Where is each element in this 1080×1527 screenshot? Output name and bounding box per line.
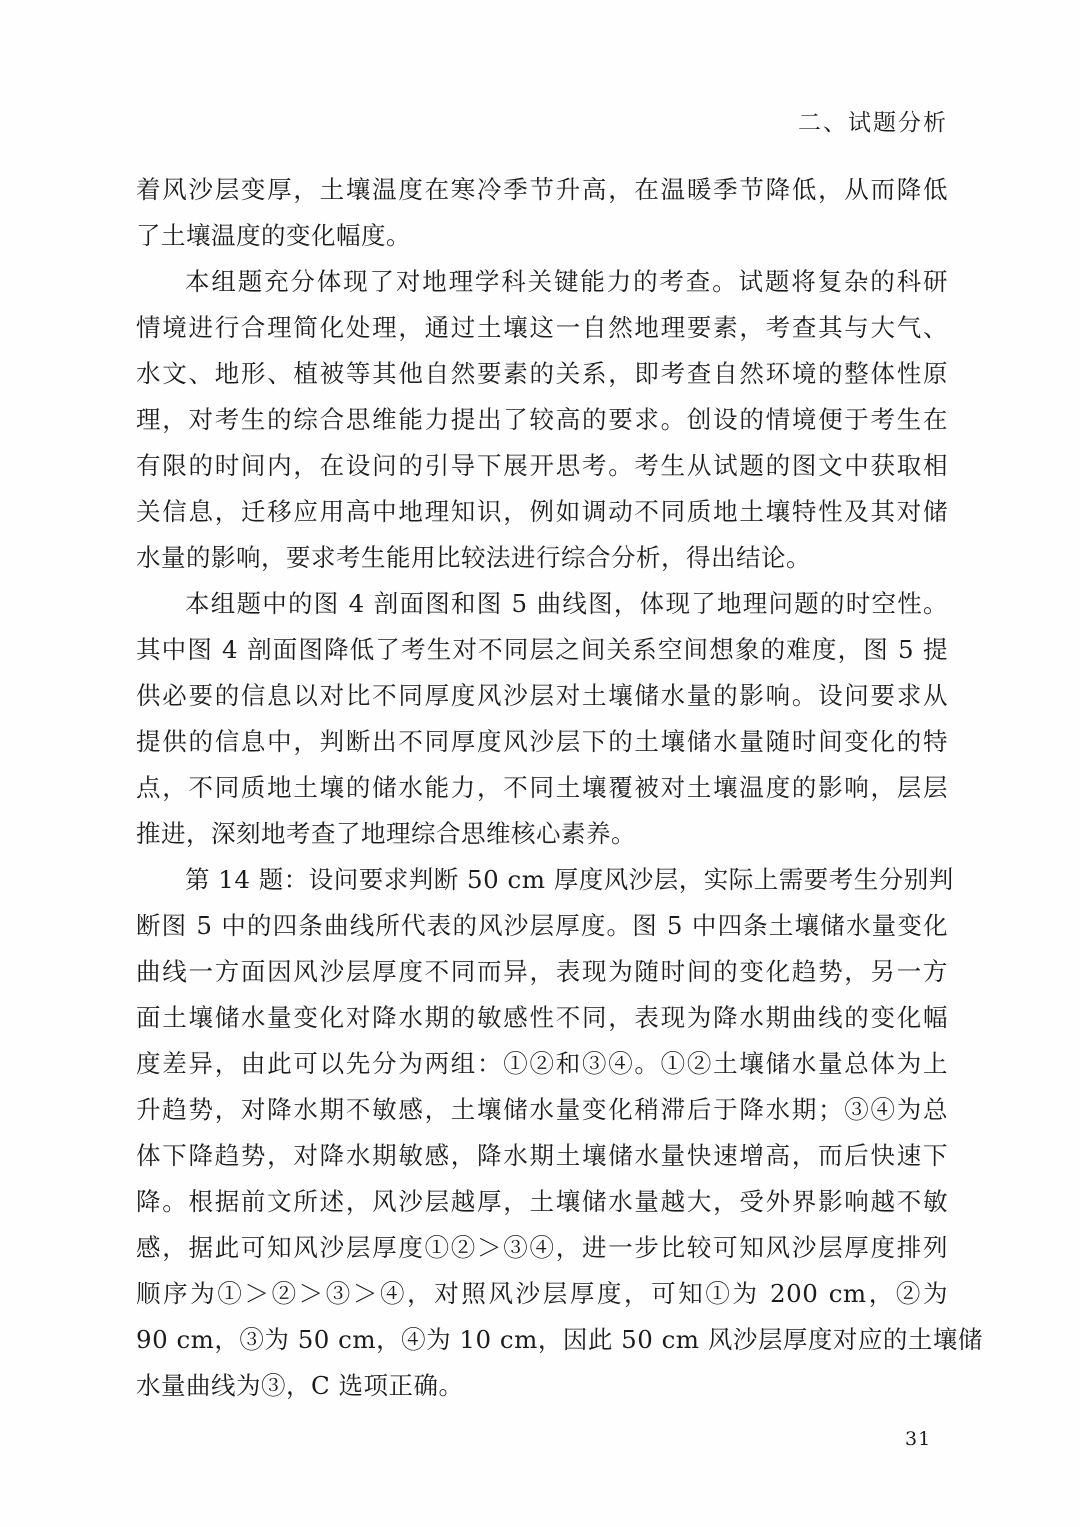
text-line: 关信息，迁移应用高中地理知识，例如调动不同质地土壤特性及其对储 xyxy=(136,497,948,526)
text-line: 顺序为①＞②＞③＞④，对照风沙层厚度，可知①为 200 cm，②为 xyxy=(136,1279,948,1308)
text-line: 有限的时间内，在设问的引导下展开思考。考生从试题的图文中获取相 xyxy=(136,451,948,480)
text-line: 度差异，由此可以先分为两组：①②和③④。①②土壤储水量总体为上 xyxy=(136,1049,948,1078)
text-line: 90 cm，③为 50 cm，④为 10 cm，因此 50 cm 风沙层厚度对应的土壤储 xyxy=(136,1325,983,1354)
text-line: 其中图 4 剖面图降低了考生对不同层之间关系空间想象的难度，图 5 提 xyxy=(136,635,948,664)
text-line: 理，对考生的综合思维能力提出了较高的要求。创设的情境便于考生在 xyxy=(136,405,948,434)
text-line: 降。根据前文所述，风沙层越厚，土壤储水量越大，受外界影响越不敏 xyxy=(136,1187,948,1216)
text-line: 了土壤温度的变化幅度。 xyxy=(136,221,411,250)
running-header: 二、试题分析 xyxy=(798,110,948,136)
text-line: 本组题中的图 4 剖面图和图 5 曲线图，体现了地理问题的时空性。 xyxy=(185,589,948,618)
paragraph-4 xyxy=(136,857,983,1409)
paragraph-3 xyxy=(136,581,948,857)
text-line: 点，不同质地土壤的储水能力，不同土壤覆被对土壤温度的影响，层层 xyxy=(136,773,948,802)
paragraph-1 xyxy=(136,167,948,259)
text-line: 着风沙层变厚，土壤温度在寒冷季节升高，在温暖季节降低，从而降低 xyxy=(136,175,948,204)
text-line: 曲线一方面因风沙层厚度不同而异，表现为随时间的变化趋势，另一方 xyxy=(136,957,948,986)
paragraph-2 xyxy=(136,259,948,581)
text-line: 情境进行合理简化处理，通过土壤这一自然地理要素，考查其与大气、 xyxy=(136,313,948,342)
text-line: 断图 5 中的四条曲线所代表的风沙层厚度。图 5 中四条土壤储水量变化 xyxy=(136,911,948,940)
text-line: 升趋势，对降水期不敏感，土壤储水量变化稍滞后于降水期；③④为总 xyxy=(136,1095,948,1124)
text-line: 提供的信息中，判断出不同厚度风沙层下的土壤储水量随时间变化的特 xyxy=(136,727,948,756)
text-line: 第 14 题：设问要求判断 50 cm 厚度风沙层，实际上需要考生分别判 xyxy=(185,865,954,894)
text-line: 体下降趋势，对降水期敏感，降水期土壤储水量快速增高，而后快速下 xyxy=(136,1141,948,1170)
page-number: 31 xyxy=(905,1428,932,1450)
text-line: 水文、地形、植被等其他自然要素的关系，即考查自然环境的整体性原 xyxy=(136,359,948,388)
text-line: 推进，深刻地考查了地理综合思维核心素养。 xyxy=(136,819,636,848)
text-line: 水量的影响，要求考生能用比较法进行综合分析，得出结论。 xyxy=(136,543,811,572)
text-line: 供必要的信息以对比不同厚度风沙层对土壤储水量的影响。设问要求从 xyxy=(136,681,948,710)
body-text xyxy=(136,167,983,1409)
text-line: 水量曲线为③，C 选项正确。 xyxy=(136,1371,464,1400)
text-line: 感，据此可知风沙层厚度①②＞③④，进一步比较可知风沙层厚度排列 xyxy=(136,1233,948,1262)
text-line: 面土壤储水量变化对降水期的敏感性不同，表现为降水期曲线的变化幅 xyxy=(136,1003,948,1032)
text-line: 本组题充分体现了对地理学科关键能力的考查。试题将复杂的科研 xyxy=(185,267,948,296)
